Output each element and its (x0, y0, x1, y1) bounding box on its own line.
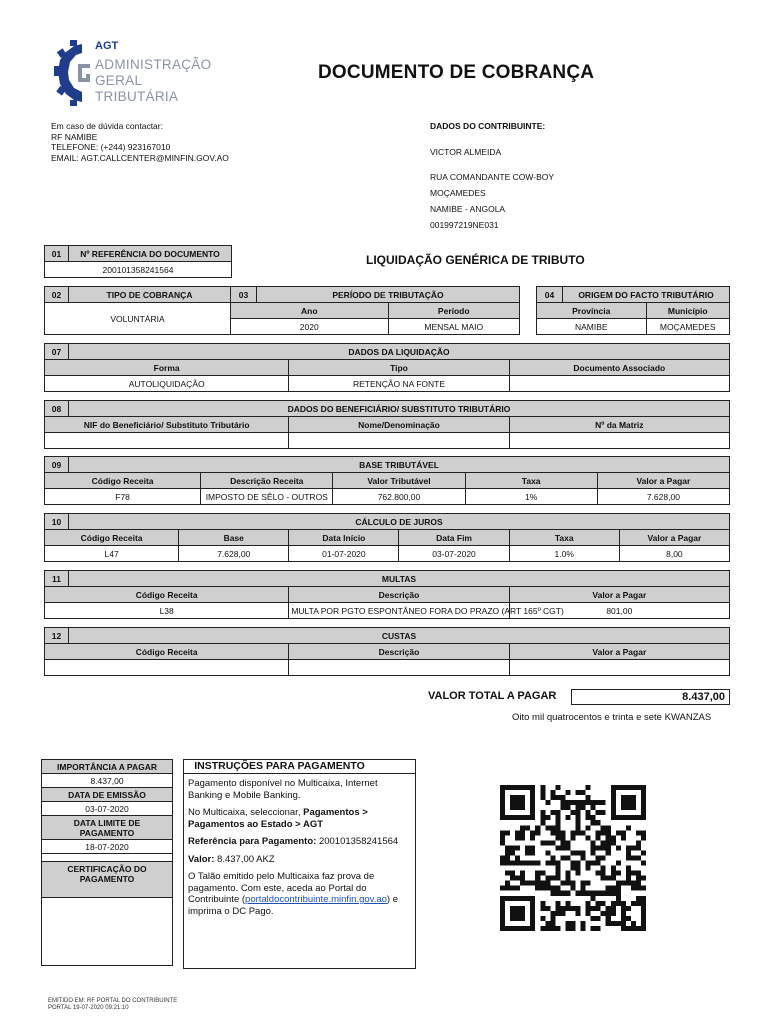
province-header: Província (537, 303, 647, 319)
table-cell: L38 (45, 603, 289, 619)
beneficiary-table (44, 400, 730, 449)
nif-header: NIF do Beneficiário/ Substituto Tributário (45, 417, 289, 433)
certification-label: CERTIFICAÇÃO DO PAGAMENTO (42, 862, 173, 898)
agt-logo (52, 38, 222, 110)
instruction-paragraph: Referência para Pagamento: 200101358241564 (188, 836, 399, 847)
taxpayer-street: RUA COMANDANTE COW-BOY (430, 172, 555, 182)
payment-stub (41, 759, 173, 966)
table-cell: 01-07-2020 (289, 546, 399, 562)
billing-period-table (44, 286, 520, 335)
logo-line-2: GERAL (95, 73, 143, 88)
taxpayer-region: NAMIBE - ANGOLA (430, 204, 506, 214)
associated-doc-header: Documento Associado (509, 360, 729, 376)
taxpayer-name: VICTOR ALMEIDA (430, 147, 502, 157)
table-row (45, 603, 730, 619)
instruction-paragraph: O Talão emitido pelo Multicaixa faz prova de pagamento. Com este, aceda ao Portal do Contribuinte (portaldocontribuinte.minfin.gov.ao) e imprima o DC Pago. (188, 871, 399, 917)
instruction-paragraph: No Multicaixa, seleccionar, Pagamentos > Pagamentos ao Estado > AGT (188, 807, 368, 830)
table-header: Base (179, 530, 289, 546)
document-title: DOCUMENTO DE COBRANÇA (318, 62, 595, 83)
table-cell (289, 660, 509, 676)
table-header: Código Receita (45, 644, 289, 660)
section-number: 07 (45, 344, 69, 360)
table-cell: IMPOSTO DE SÊLO - OUTROS (201, 489, 333, 505)
form-value: AUTOLIQUIDAÇÃO (45, 376, 289, 392)
period-value: MENSAL MAIO (388, 319, 520, 335)
matrix-value (509, 433, 729, 449)
liquidation-table (44, 343, 730, 392)
province-value: NAMIBE (537, 319, 647, 335)
instruction-paragraph: Valor: 8.437,00 AKZ (188, 853, 275, 865)
matrix-header: Nº da Matriz (509, 417, 729, 433)
contact-line: TELEFONE: (+244) 923167010 (51, 142, 171, 152)
emission-label: DATA DE EMISSÃO (42, 788, 173, 802)
table-cell: F78 (45, 489, 201, 505)
taxpayer-nif: 001997219NE031 (430, 220, 499, 230)
table-cell: 03-07-2020 (399, 546, 509, 562)
portal-link[interactable]: portaldocontribuinte.minfin.gov.ao (245, 894, 387, 905)
associated-doc-value (509, 376, 729, 392)
billing-type-value: VOLUNTÁRIA (45, 303, 231, 335)
contact-line: EMAIL: AGT.CALLCENTER@MINFIN.GOV.AO (51, 152, 229, 163)
year-value: 2020 (231, 319, 389, 335)
costs-label: CUSTAS (69, 628, 730, 644)
table-header: Valor a Pagar (509, 644, 729, 660)
section-number: 11 (45, 571, 69, 587)
origin-label: ORIGEM DO FACTO TRIBUTÁRIO (563, 287, 730, 303)
emission-value: 03-07-2020 (42, 802, 173, 816)
type-value: RETENÇÃO NA FONTE (289, 376, 509, 392)
limit-label: DATA LIMITE DE PAGAMENTO (42, 816, 173, 840)
municipality-value: MOÇAMEDES (646, 319, 730, 335)
reference-value: 200101358241564 (45, 262, 232, 278)
origin-table (536, 286, 730, 335)
section-number: 08 (45, 401, 69, 417)
table-header: Descrição Receita (201, 473, 333, 489)
table-header: Código Receita (45, 473, 201, 489)
total-value: 8.437,00 (571, 689, 730, 705)
footer (48, 998, 177, 1012)
table-header: Valor a Pagar (509, 587, 729, 603)
table-header: Descrição (289, 587, 509, 603)
table-row (45, 489, 730, 505)
tax-base-table (44, 456, 730, 505)
form-header: Forma (45, 360, 289, 376)
table-header: Valor a Pagar (619, 530, 729, 546)
fines-label: MULTAS (69, 571, 730, 587)
interest-label: CÁLCULO DE JUROS (69, 514, 730, 530)
section-number: 01 (45, 246, 69, 262)
table-cell: MULTA POR PGTO ESPONTÂNEO FORA DO PRAZO (ART 165º CGT) (289, 603, 509, 619)
nif-value (45, 433, 289, 449)
costs-table (44, 627, 730, 676)
table-row (45, 546, 730, 562)
footer-line: PORTAL 19-07-2020 09:21:10 (48, 1005, 129, 1011)
tax-base-label: BASE TRIBUTÁVEL (69, 457, 730, 473)
logo-abbreviation: AGT (95, 40, 119, 52)
billing-type-label: TIPO DE COBRANÇA (69, 287, 231, 303)
table-cell: 7.628,00 (597, 489, 729, 505)
table-cell: 801,00 (509, 603, 729, 619)
name-value (289, 433, 509, 449)
taxpayer-info (430, 118, 554, 233)
table-cell: 7.628,00 (179, 546, 289, 562)
type-header: Tipo (289, 360, 509, 376)
name-header: Nome/Denominação (289, 417, 509, 433)
year-header: Ano (231, 303, 389, 319)
gear-logo-icon (52, 38, 96, 108)
table-header: Valor Tributável (333, 473, 465, 489)
limit-value: 18-07-2020 (42, 840, 173, 854)
table-header: Data Fim (399, 530, 509, 546)
certification-area (42, 898, 173, 966)
total-label: VALOR TOTAL A PAGAR (428, 690, 557, 702)
table-cell: 762.800,00 (333, 489, 465, 505)
municipality-header: Município (646, 303, 730, 319)
period-header: Período (388, 303, 520, 319)
table-header: Taxa (465, 473, 597, 489)
reference-table (44, 245, 232, 278)
table-header: Descrição (289, 644, 509, 660)
fines-table (44, 570, 730, 619)
table-cell: 1% (465, 489, 597, 505)
instruction-paragraph: Pagamento disponível no Multicaixa, Internet Banking e Mobile Banking. (188, 778, 378, 801)
section-number: 09 (45, 457, 69, 473)
table-header: Código Receita (45, 587, 289, 603)
section-number: 03 (231, 287, 257, 303)
logo-line-3: TRIBUTÁRIA (95, 89, 179, 104)
instructions-title: INSTRUÇÕES PARA PAGAMENTO (184, 760, 415, 774)
logo-line-1: ADMINISTRAÇÃO (95, 57, 212, 72)
section-number: 12 (45, 628, 69, 644)
section-number: 10 (45, 514, 69, 530)
qr-code-icon (500, 785, 646, 931)
taxpayer-heading: DADOS DO CONTRIBUINTE: (430, 121, 546, 131)
table-header: Taxa (509, 530, 619, 546)
importance-value: 8.437,00 (42, 774, 173, 788)
contact-line: RF NAMIBE (51, 131, 98, 142)
document-subtitle: LIQUIDAÇÃO GENÉRICA DE TRIBUTO (366, 253, 585, 267)
tax-period-label: PERÍODO DE TRIBUTAÇÃO (257, 287, 520, 303)
footer-line: EMITIDO EM: RF PORTAL DO CONTRIBUINTE (48, 998, 178, 1004)
table-cell: 8,00 (619, 546, 729, 562)
payment-instructions (183, 759, 416, 969)
section-number: 04 (537, 287, 563, 303)
table-cell (45, 660, 289, 676)
importance-label: IMPORTÂNCIA A PAGAR (42, 760, 173, 774)
reference-label: Nº REFERÊNCIA DO DOCUMENTO (69, 246, 232, 262)
liquidation-label: DADOS DA LIQUIDAÇÃO (69, 344, 730, 360)
interest-table (44, 513, 730, 562)
taxpayer-city: MOÇAMEDES (430, 188, 486, 198)
table-header: Valor a Pagar (597, 473, 729, 489)
table-row (45, 660, 730, 676)
table-cell: L47 (45, 546, 179, 562)
section-number: 02 (45, 287, 69, 303)
beneficiary-label: DADOS DO BENEFICIÁRIO/ SUBSTITUTO TRIBUTÁRIO (69, 401, 730, 417)
spacer (42, 854, 173, 862)
table-header: Data Início (289, 530, 399, 546)
contact-line: Em caso de dúvida contactar: (51, 121, 163, 131)
table-header: Código Receita (45, 530, 179, 546)
table-cell: 1.0% (509, 546, 619, 562)
total-in-words: Oito mil quatrocentos e trinta e sete KWANZAS (512, 712, 712, 723)
contact-info (51, 121, 229, 163)
table-cell (509, 660, 729, 676)
